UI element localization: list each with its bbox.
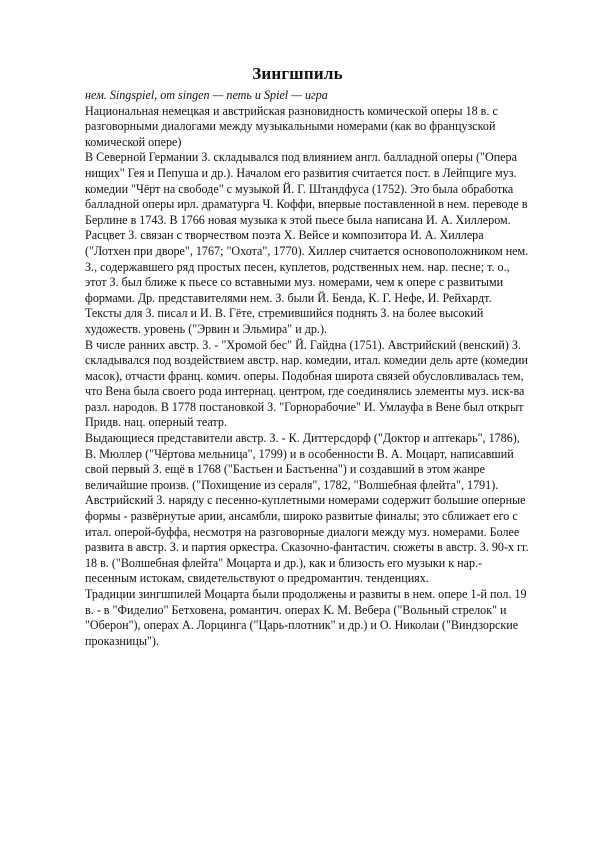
paragraph-representatives: Выдающиеся представители австр. З. - К. Диттерсдорф ("Доктор и аптекарь", 1786), В. Мюллер ("Чёртова мельница", 1799) и в особенности В. А. Моцарт, написавший свой первый З. ещё в 1768 ("Бастьен и Бастьенна") и создавший в этом жанре величайшие произв. ("Похищение из сераля", 1782, "Волшебная флейта", 1791). [85, 431, 520, 492]
paragraph-flourishing: Расцвет З. связан с творчеством поэта Х. Вейсе и композитора И. А. Хиллера ("Лотхен при дворе", 1767; "Охота", 1770). Хиллер считается основоположником нем. З., содержавшего ряд простых песен, куплетов, родственных нем. нар. песне; т. о., этот З. был ближе к пьесе со вставными муз. номерами, чем к опере с развитыми формами. Др. представителями нем. З. были Й. Бенда, К. Г. Нефе, И. Рейхардт. Тексты для З. писал и И. В. Гёте, стремившийся поднять З. на более высокий художеств. уровень ("Эрвин и Эльмира" и др.). [85, 228, 529, 336]
document-title: Зингшпиль [252, 64, 343, 83]
paragraph-austrian-features: Австрийский З. наряду с песенно-куплетными номерами содержит большие оперные формы - развёрнутые арии, ансамбли, широко развитые финалы; это сближает его с итал. оперой-буффа, несмотря на разговорные диалоги между муз. номерами. Более развита в австр. З. и партия оркестра. Сказочно-фантастич. сюжеты в австр. З. 90-х гг. 18 в. ("Волшебная флейта" Моцарта и др.), как и близость его музыки к нар.-песенным истокам, свидетельствуют о предромантич. тенденциях. [85, 493, 529, 586]
etymology-line: нем. Singspiel, от singen — петь и Spiel — игра [85, 88, 328, 102]
paragraph-traditions: Традиции зингшпилей Моцарта были продолжены и развиты в нем. опере 1-й пол. 19 в. - в "Фиделио" Бетховена, романтич. операх К. М. Вебера ("Вольный стрелок" и "Оберон"), операх А. Лорцинга ("Царь-плотник" и др.) и О. Николаи ("Виндзорские проказницы"). [85, 587, 527, 648]
paragraph-definition: Национальная немецкая и австрийская разновидность комической оперы 18 в. с разговорными диалогами между музыкальными номерами (как во французской комической опере) [85, 103, 498, 149]
paragraph-early-austrian: В числе ранних австр. З. - "Хромой бес" Й. Гайдна (1751). Австрийский (венский) З. складывался под воздействием австр. нар. комедии, итал. комедии дель арте (комедии масок), отчасти франц. комич. оперы. Подобная широта связей обусловливалась тем, что Вена была своего рода интернац. центром, где соединялись элементы муз. иск-ва разл. народов. В 1778 постановкой З. "Горнорабочие" И. Умлауфа в Вене был открыт Придв. нац. оперный театр. [85, 337, 528, 430]
paragraph-north-germany: В Северной Германии З. складывался под влиянием англ. балладной оперы ("Опера нищих" Гея и Пепуша и др.). Началом его развития считается пост. в Лейпциге муз. комедии "Чёрт на свободе" с музыкой Й. Г. Штандфуса (1752). Это была обработка балладной оперы ирл. драматурга Ч. Коффи, впервые поставленной в нем. переводе в Берлине в 1743. В 1766 новая музыка к этой пьесе была написана И. А. Хиллером. [85, 150, 528, 227]
document-body [85, 88, 530, 649]
